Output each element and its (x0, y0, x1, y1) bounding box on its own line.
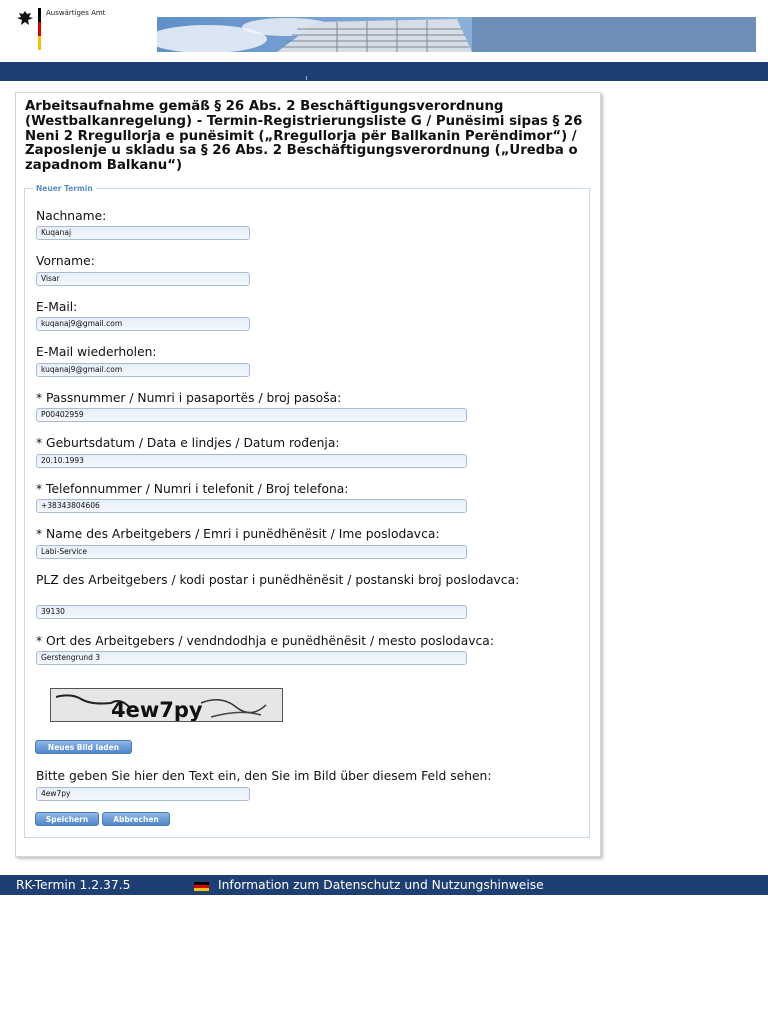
building-banner-image (157, 17, 756, 52)
passport-label: * Passnummer / Numri i pasaportës / broj pasoša: (36, 391, 342, 405)
registration-panel (15, 92, 601, 857)
firstname-input[interactable]: Visar (36, 272, 250, 286)
employer-city-input[interactable]: Gerstengrund 3 (36, 651, 467, 665)
privacy-link[interactable]: Information zum Datenschutz und Nutzungshinweise (218, 878, 544, 892)
captcha-image (50, 688, 283, 722)
save-button[interactable]: Speichern (35, 812, 99, 826)
lastname-input[interactable]: Kuqanaj (36, 226, 250, 240)
captcha-label: Bitte geben Sie hier den Text ein, den Sie im Bild über diesem Feld sehen: (36, 769, 492, 783)
form-legend: Neuer Termin (36, 184, 93, 193)
birthdate-label: * Geburtsdatum / Data e lindjes / Datum rođenja: (36, 436, 340, 450)
email-repeat-label: E-Mail wiederholen: (36, 345, 157, 359)
passport-input[interactable]: P00402959 (36, 408, 467, 422)
phone-input[interactable]: +38343804606 (36, 499, 467, 513)
cancel-button[interactable]: Abbrechen (102, 812, 170, 826)
auswaertiges-amt-logo[interactable] (14, 8, 134, 52)
version-text: RK-Termin 1.2.37.5 (16, 878, 131, 892)
federal-eagle-icon (16, 10, 34, 28)
page-title: Arbeitsaufnahme gemäß § 26 Abs. 2 Beschäftigungsverordnung (Westbalkanregelung) - Termin-Registrierungsliste G / Punësimi sipas § 26 Neni 2 Rregullorja e punësimit („Rregullorja për Ballkanin Perëndimor“) / Zaposlenje u skladu sa § 26 Abs. 2 Beschäftigungsverordnung („Uredba o zapadnom Balkanu“) (25, 99, 583, 174)
new-appointment-form (24, 184, 590, 838)
german-flag-icon (194, 882, 209, 891)
nav-divider (306, 76, 307, 80)
site-footer (0, 875, 768, 895)
email-input[interactable]: kuqanaj9@gmail.com (36, 317, 250, 331)
lastname-label: Nachname: (36, 209, 107, 223)
employer-name-label: * Name des Arbeitgebers / Emri i punëdhënësit / Ime poslodavca: (36, 527, 440, 541)
phone-label: * Telefonnummer / Numri i telefonit / Broj telefona: (36, 482, 349, 496)
firstname-label: Vorname: (36, 254, 95, 268)
employer-zip-input[interactable]: 39130 (36, 605, 467, 619)
flag-stripe (38, 8, 41, 50)
birthdate-input[interactable]: 20.10.1993 (36, 454, 467, 468)
site-header (0, 0, 768, 62)
email-repeat-input[interactable]: kuqanaj9@gmail.com (36, 363, 250, 377)
top-nav-bar (0, 62, 768, 81)
logo-text: Auswärtiges Amt (46, 9, 106, 17)
captcha-text: 4ew7py (111, 698, 203, 722)
captcha-input[interactable]: 4ew7py (36, 787, 250, 801)
employer-zip-label: PLZ des Arbeitgebers / kodi postar i punëdhënësit / postanski broj poslodavca: (36, 573, 520, 587)
employer-city-label: * Ort des Arbeitgebers / vendndodhja e punëdhënësit / mesto poslodavca: (36, 634, 494, 648)
employer-name-input[interactable]: Labi-Service (36, 545, 467, 559)
email-label: E-Mail: (36, 300, 78, 314)
new-image-button[interactable]: Neues Bild laden (35, 740, 132, 754)
